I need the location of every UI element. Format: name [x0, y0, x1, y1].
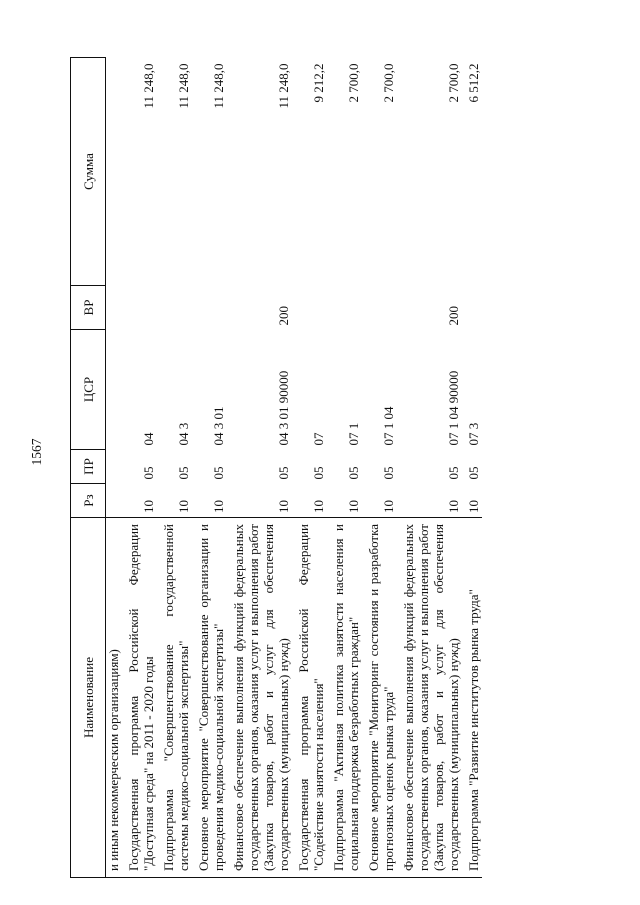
row-name: Финансовое обеспечение выполнения функций федеральных государственных органов, оказания услуг и выполнения работ (Закупка товаров, работ и услуг для обеспечения государственных (муниципальных) нужд)	[397, 518, 462, 878]
row-sum: 2 700,0	[381, 63, 396, 103]
row-csr: 07 1 04	[381, 406, 396, 446]
row-csr: 07	[311, 432, 326, 446]
row-name: Подпрограмма "Активная политика занятости населения и социальная поддержка безработных граждан"	[327, 518, 362, 878]
row-sum: 11 248,0	[276, 63, 291, 109]
table-row	[106, 58, 123, 878]
row-pr: 05	[211, 466, 226, 480]
row-name: Основное мероприятие "Совершенствование организации и проведения медико-социальной экспертизы"	[192, 518, 227, 878]
row-pr	[106, 450, 123, 484]
row-sum	[106, 58, 123, 286]
table-row	[327, 58, 362, 878]
row-sum: 2 700,0	[446, 63, 461, 103]
row-rz: 10	[446, 500, 461, 513]
row-pr: 05	[176, 466, 191, 480]
row-csr: 07 3	[466, 422, 481, 446]
budget-table	[70, 58, 608, 878]
table-row	[362, 58, 397, 878]
row-name: Подпрограмма "Развитие институтов рынка труда"	[462, 518, 482, 878]
row-csr: 04 3 01 90000	[276, 370, 291, 446]
row-sum: 2 700,0	[346, 63, 361, 103]
row-vr	[462, 286, 482, 330]
row-csr	[106, 330, 123, 450]
header-rz: Рз	[71, 484, 106, 518]
row-name: Финансовое обеспечение выполнения функций федеральных государственных органов, оказания услуг и выполнения работ (Закупка товаров, работ и услуг для обеспечения государственных (муниципальных) нужд)	[227, 518, 292, 878]
row-rz: 10	[381, 500, 396, 513]
row-vr: 200	[446, 306, 461, 326]
table-row	[157, 58, 192, 878]
row-pr: 05	[446, 466, 461, 480]
row-sum: 6 512,2	[466, 63, 481, 103]
row-sum: 11 248,0	[141, 63, 156, 109]
row-rz: 10	[346, 500, 361, 513]
row-rz: 10	[311, 500, 326, 513]
row-pr: 05	[346, 466, 361, 480]
row-vr	[192, 286, 227, 330]
row-csr: 04 3 01	[211, 406, 226, 446]
row-name: Основное мероприятие "Мониторинг состояния и разработка прогнозных оценок рынка труда"	[362, 518, 397, 878]
row-vr	[362, 286, 397, 330]
row-csr: 04	[141, 432, 156, 446]
row-rz: 10	[466, 500, 481, 513]
header-sum: Сумма	[71, 58, 106, 286]
header-name: Наименование	[71, 518, 106, 878]
budget-table-grid	[70, 57, 482, 878]
row-sum: 11 248,0	[211, 63, 226, 109]
table-row	[292, 58, 327, 878]
row-csr: 07 1	[346, 422, 361, 446]
row-pr: 05	[276, 466, 291, 480]
table-row	[462, 58, 482, 878]
row-sum: 11 248,0	[176, 63, 191, 109]
row-name: и иным некоммерческим организациям)	[106, 518, 123, 878]
row-name: Подпрограмма "Совершенствование государственной системы медико-социальной экспертизы"	[157, 518, 192, 878]
table-header-row	[71, 58, 106, 878]
row-vr	[157, 286, 192, 330]
row-vr: 200	[276, 306, 291, 326]
row-csr: 04 3	[176, 422, 191, 446]
row-name: Государственная программа Российской Федерации "Содействие занятости населения"	[292, 518, 327, 878]
row-sum: 9 212,2	[311, 63, 326, 103]
header-pr: ПР	[71, 450, 106, 484]
row-vr	[292, 286, 327, 330]
header-csr: ЦСР	[71, 330, 106, 450]
table-row	[227, 58, 292, 878]
row-vr	[106, 286, 123, 330]
row-rz	[106, 484, 123, 518]
row-csr: 07 1 04 90000	[446, 370, 461, 446]
row-rz: 10	[176, 500, 191, 513]
row-pr: 05	[311, 466, 326, 480]
row-vr	[122, 286, 157, 330]
table-row	[122, 58, 157, 878]
row-vr	[327, 286, 362, 330]
header-vr: ВР	[71, 286, 106, 330]
row-rz: 10	[276, 500, 291, 513]
page-number: 1567	[29, 438, 44, 466]
table-row	[397, 58, 462, 878]
row-rz: 10	[141, 500, 156, 513]
table-row	[192, 58, 227, 878]
row-pr: 05	[381, 466, 396, 480]
row-pr: 05	[141, 466, 156, 480]
row-rz: 10	[211, 500, 226, 513]
row-name: Государственная программа Российской Федерации "Доступная среда" на 2011 - 2020 годы	[122, 518, 157, 878]
row-pr: 05	[466, 466, 481, 480]
